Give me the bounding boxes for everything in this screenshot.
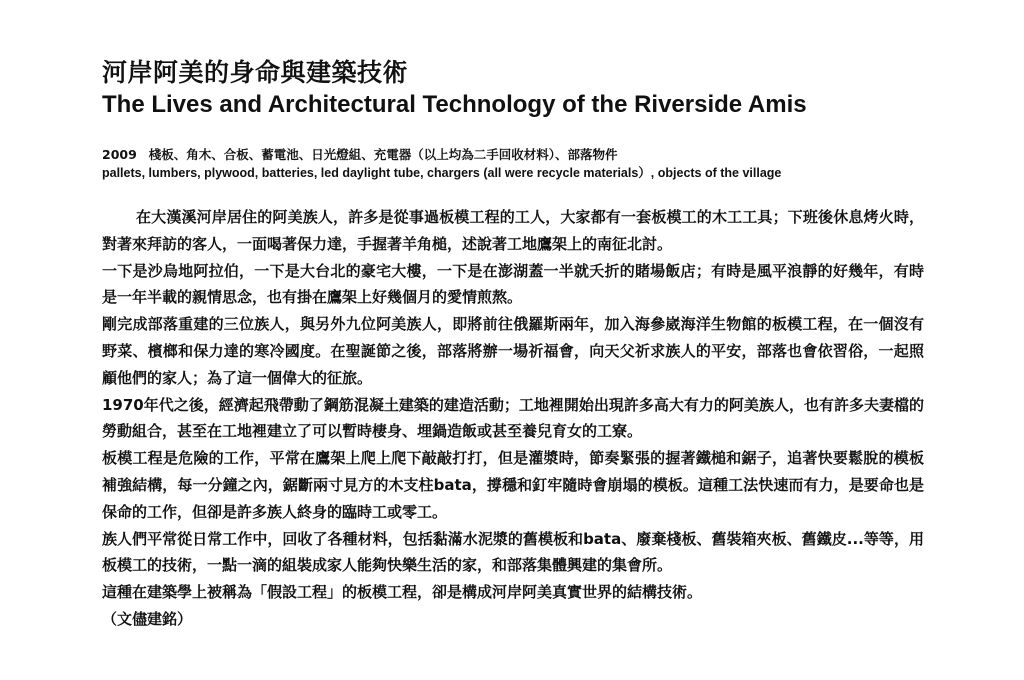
author-credit: （文儘建銘） <box>102 609 193 628</box>
paragraph: 在大漢溪河岸居住的阿美族人，許多是從事過板模工程的工人，大家都有一套板模工的木工工具；下班後休息烤火時，對著來拜訪的客人，一面喝著保力達，手握著羊角槌，述說著工地鷹架上的南征北討。 <box>102 208 924 253</box>
year: 2009 <box>102 147 137 162</box>
materials-chinese: 棧板、角木、合板、蓄電池、日光燈組、充電器（以上均為二手回收材料）、部落物件 <box>148 147 618 162</box>
materials-english: pallets, lumbers, plywood, batteries, led daylight tube, chargers (all were recycle materials）, objects of the village <box>102 166 782 180</box>
title-english: The Lives and Architectural Technology of the Riverside Amis <box>102 91 807 118</box>
artwork-metadata <box>102 146 932 182</box>
document-page <box>102 58 932 633</box>
paragraph: 族人們平常從日常工作中，回收了各種材料，包括黏滿水泥漿的舊模板和bata、廢棄棧板、舊裝箱夾板、舊鐵皮...等等，用板模工的技術，一點一滴的組裝成家人能夠快樂生活的家，和部落集體興建的集會所。 <box>102 529 924 575</box>
paragraph: 這種在建築學上被稱為「假設工程」的板模工程，卻是構成河岸阿美真實世界的結構技術。 <box>102 583 703 602</box>
paragraph: 剛完成部落重建的三位族人，與另外九位阿美族人，即將前往俄羅斯兩年，加入海參崴海洋生物館的板模工程，在一個沒有野菜、檳榔和保力達的寒冷國度。在聖誕節之後，部落將辦一場祈福會，向天父祈求族人的平安，部落也會依習俗，一起照顧他們的家人；為了這一個偉大的征旅。 <box>102 315 924 387</box>
materials-chinese-line <box>102 146 932 164</box>
body-text <box>102 204 924 633</box>
paragraph: 板模工程是危險的工作，平常在鷹架上爬上爬下敲敲打打，但是灌漿時，節奏緊張的握著鐵槌和鋸子，追著快要鬆脫的模板補強結構，每一分鐘之內，鋸斷兩寸見方的木支柱bata，撐穩和釘牢隨時會崩塌的模板。這種工法快速而有力，是要命也是保命的工作，但卻是許多族人終身的臨時工或零工。 <box>102 449 924 521</box>
title-chinese: 河岸阿美的身命與建築技術 <box>102 58 409 87</box>
paragraph: 一下是沙烏地阿拉伯，一下是大台北的豪宅大樓，一下是在澎湖蓋一半就夭折的賭場飯店；有時是風平浪靜的好幾年，有時是一年半載的親情思念，也有掛在鷹架上好幾個月的愛情煎熬。 <box>102 261 924 307</box>
paragraph: 1970年代之後，經濟起飛帶動了鋼筋混凝土建築的建造活動；工地裡開始出現許多高大有力的阿美族人，也有許多夫妻檔的勞動組合，甚至在工地裡建立了可以暫時棲身、埋鍋造飯或甚至養兒育女的工寮。 <box>102 395 924 441</box>
